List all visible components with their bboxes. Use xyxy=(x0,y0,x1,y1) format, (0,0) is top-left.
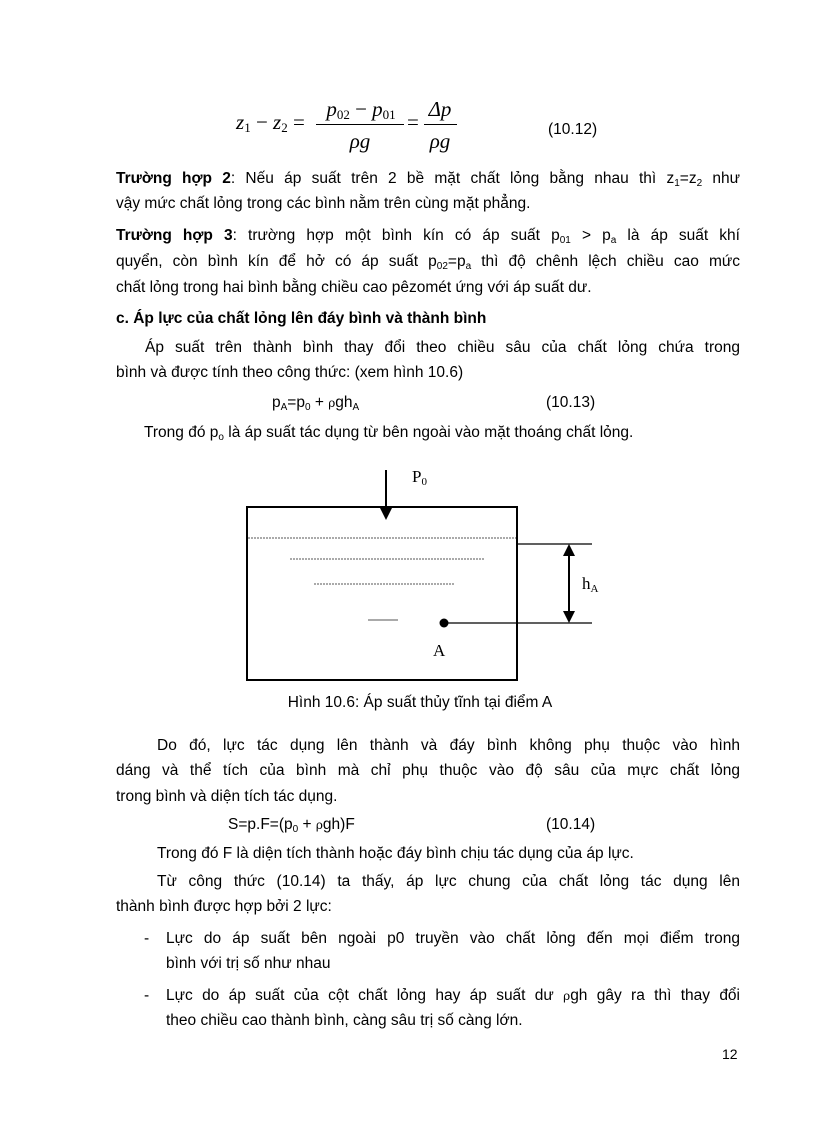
case2-line2: vậy mức chất lỏng trong các bình nằm trên cùng mặt phẳng. xyxy=(116,195,531,212)
case3-line3: chất lỏng trong hai bình bằng chiều cao pêzomét ứng với áp suất dư. xyxy=(116,279,592,296)
equation-equals: = xyxy=(407,110,419,134)
bullet-2-line1: Lực do áp suất của cột chất lỏng hay áp suất dư ρgh gây ra thì thay đổi xyxy=(166,987,740,1004)
case2-line1: Trường hợp 2: Nếu áp suất trên 2 bề mặt chất lỏng bằng nhau thì $z_1=z_2$ như xyxy=(116,170,740,189)
bullet-2-dash: - xyxy=(144,987,150,1004)
bullet-1-line1: Lực do áp suất bên ngoài p0 truyền vào chất lỏng đến mọi điểm trong xyxy=(166,930,740,947)
equation-10-14: $S=p.F=(p_0 + \rho gh)F$ xyxy=(228,816,355,835)
after-10-13: Trong đó $p_o$ là áp suất tác dụng từ bên ngoài vào mặt thoáng chất lỏng. xyxy=(144,424,634,443)
bullet-1-line2: bình với trị số như nhau xyxy=(166,955,331,972)
force-label: $P_0$ xyxy=(412,467,427,488)
equation-lhs: $z_1 - z_2$ = xyxy=(236,110,305,135)
point-a-label: A xyxy=(433,641,446,660)
fraction-2-numerator: Δp xyxy=(428,97,452,121)
height-arrow-bottom xyxy=(563,611,575,623)
equation-10-13-number: (10.13) xyxy=(546,394,596,411)
force-arrow-head xyxy=(380,508,392,520)
section-c-para-line2: bình và được tính theo công thức: (xem hình 10.6) xyxy=(116,364,464,381)
fraction-1-numerator: $p_{02} - p_{01}$ xyxy=(326,97,396,122)
para-do-do-line3: trong bình và diện tích tác dụng. xyxy=(116,788,338,805)
bullet-2-line2: theo chiều cao thành bình, càng sâu trị số càng lớn. xyxy=(166,1012,523,1029)
para-do-do-line2: dáng và thể tích của bình mà chỉ phụ thuộc vào độ sâu của mực chất lỏng xyxy=(116,762,740,779)
section-c-heading: c. Áp lực của chất lỏng lên đáy bình và thành bình xyxy=(116,310,487,327)
case3-line2: quyển, còn bình kín để hở có áp suất $p_{02}=p_a$ thì độ chênh lệch chiều cao mức xyxy=(116,253,741,272)
equation-10-13: $p_A=p_0 + \rho gh_A$ xyxy=(272,394,360,413)
para-tu-line2: thành bình được hợp bởi 2 lực: xyxy=(116,898,332,915)
after-10-14: Trong đó F là diện tích thành hoặc đáy bình chịu tác dụng của áp lực. xyxy=(157,845,634,862)
equation-10-14-number: (10.14) xyxy=(546,816,596,833)
vessel-outline xyxy=(247,507,517,680)
height-label: $h_A$ xyxy=(582,574,599,595)
para-tu-line1: Từ công thức (10.14) ta thấy, áp lực chung của chất lỏng tác dụng lên xyxy=(157,873,740,890)
fraction-2-denominator: ρg xyxy=(429,129,451,153)
fraction-1-denominator: ρg xyxy=(349,129,371,153)
figure-caption: Hình 10.6: Áp suất thủy tĩnh tại điểm A xyxy=(287,694,553,711)
height-arrow-top xyxy=(563,544,575,556)
case3-line1: Trường hợp 3: trường hợp một bình kín có áp suất $p_{01} > p_a$ là áp suất khí xyxy=(116,227,740,246)
equation-number: (10.12) xyxy=(548,121,598,138)
section-c-para-line1: Áp suất trên thành bình thay đổi theo chiều sâu của chất lỏng chứa trong xyxy=(145,339,740,356)
bullet-1-dash: - xyxy=(144,930,150,947)
page-number: 12 xyxy=(722,1046,738,1062)
para-do-do-line1: Do đó, lực tác dụng lên thành và đáy bình không phụ thuộc vào hình xyxy=(157,737,740,754)
